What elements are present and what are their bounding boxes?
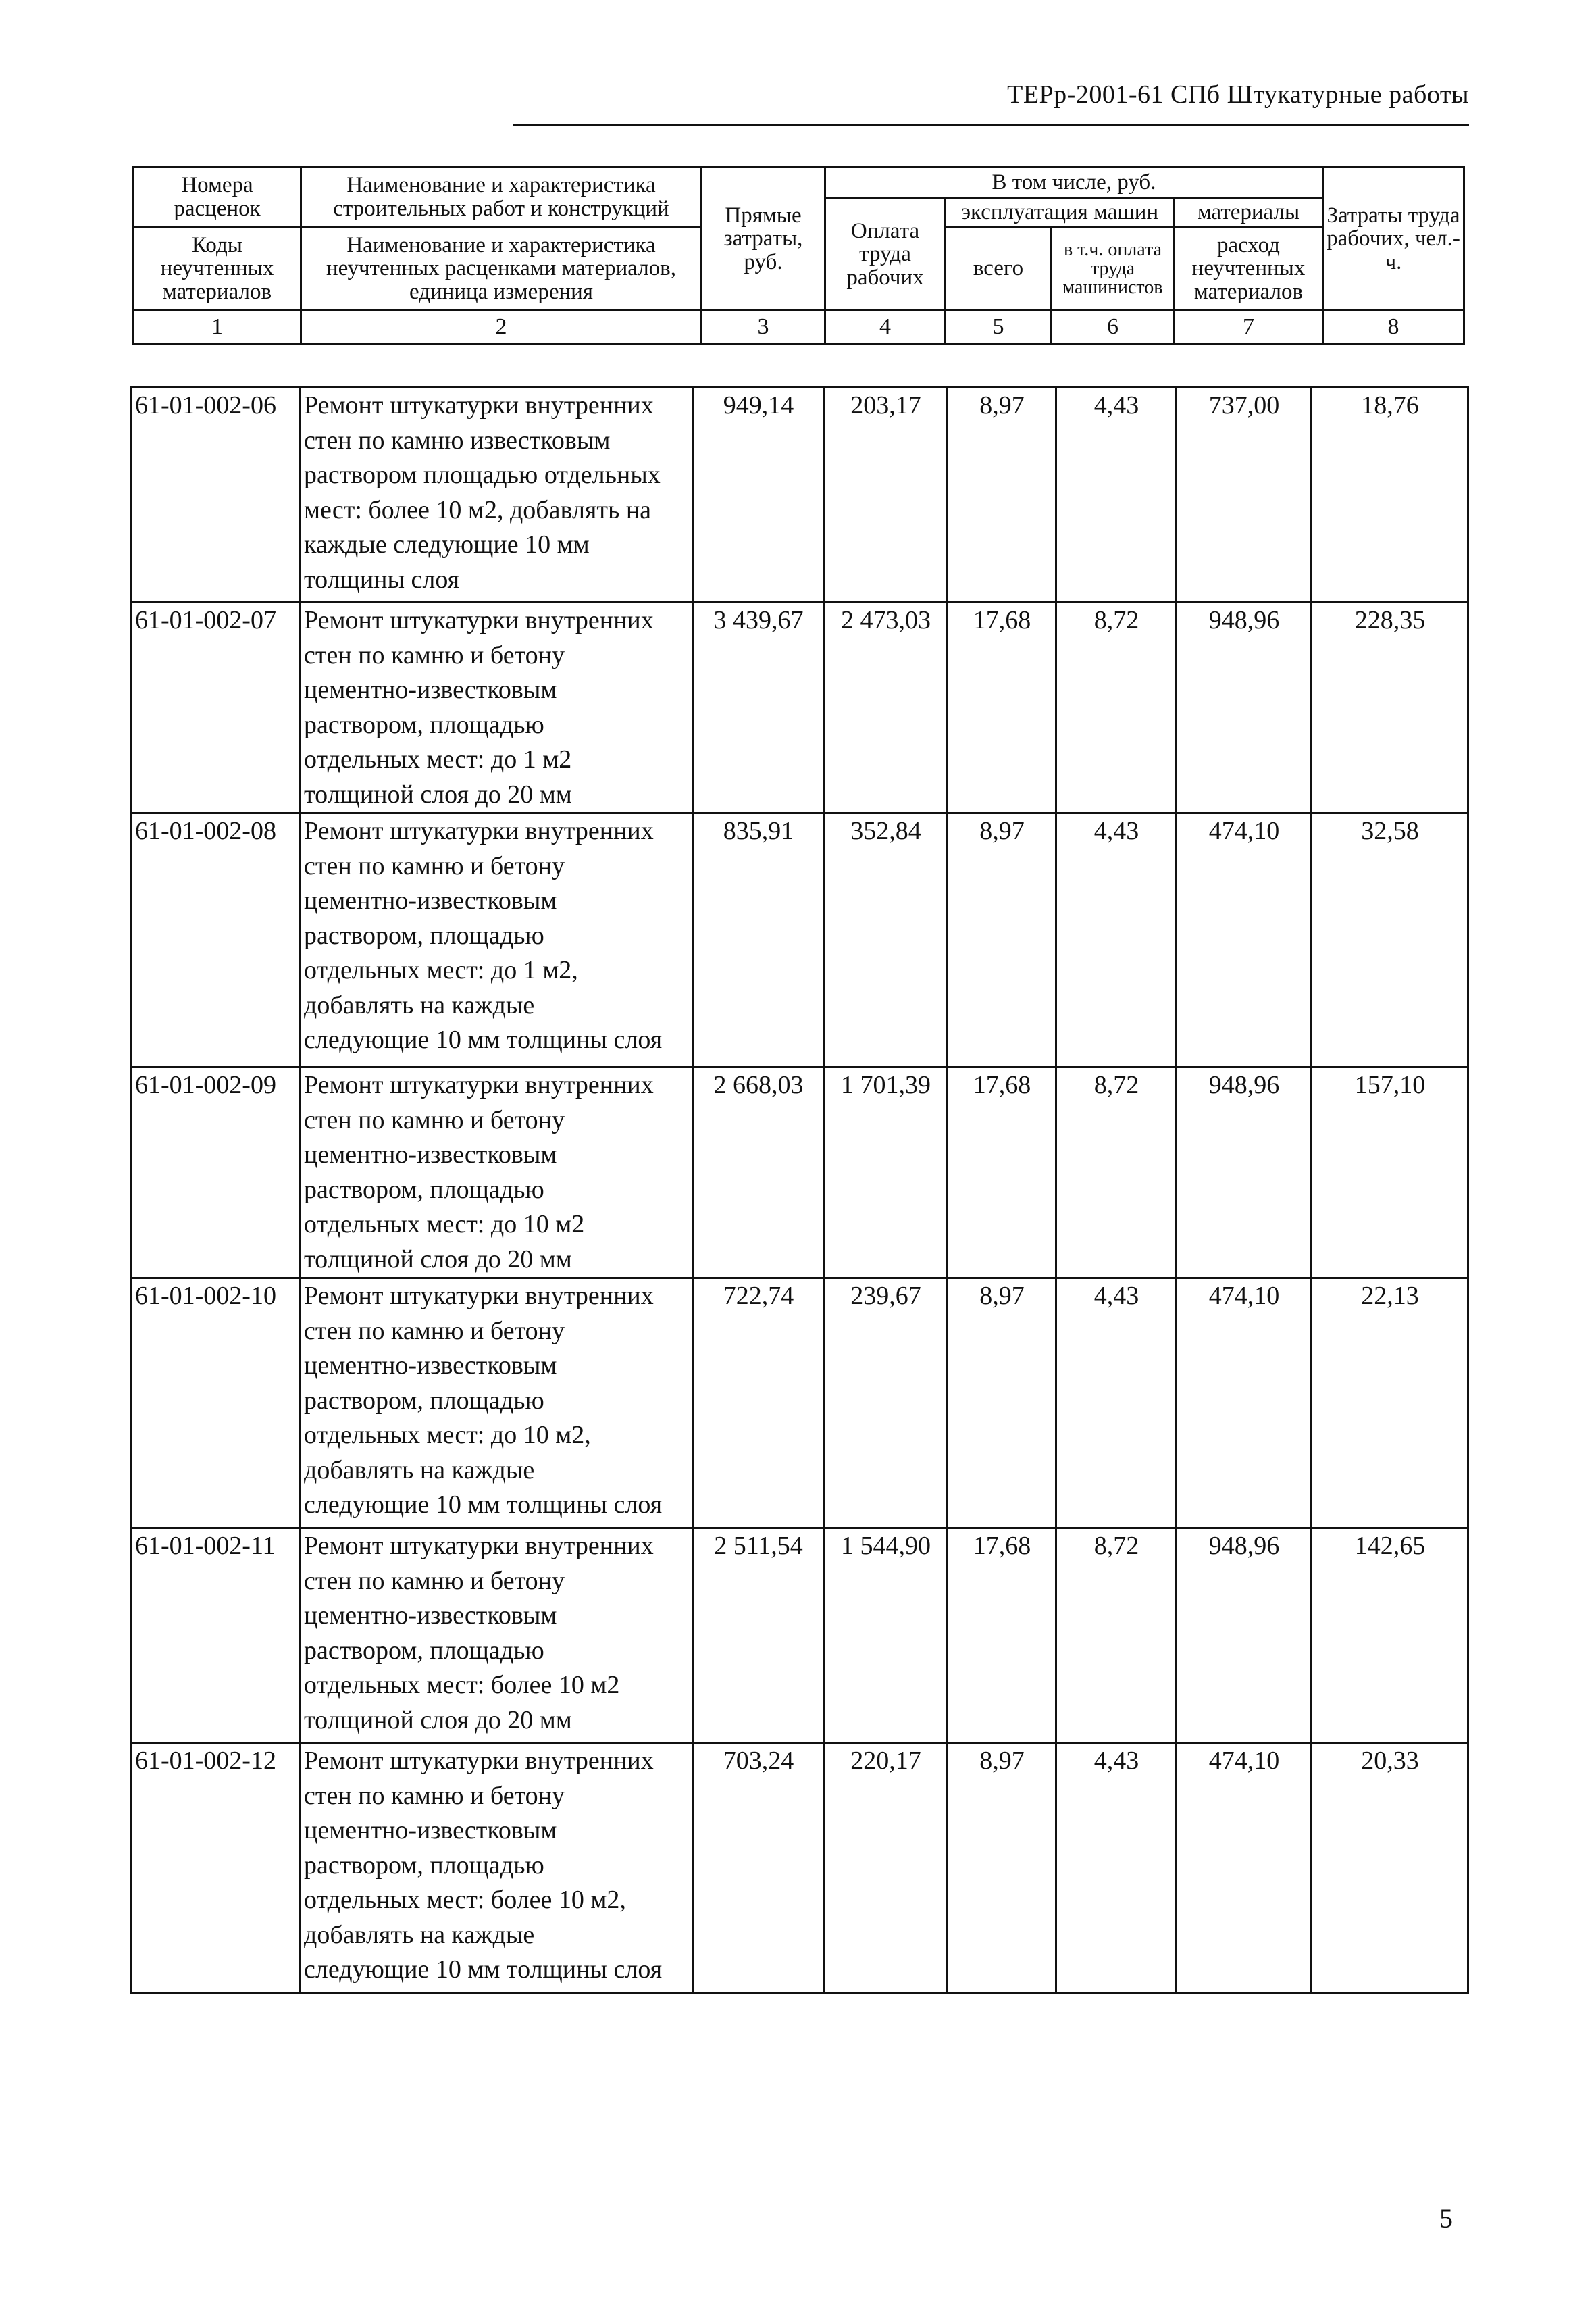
description-line: стен по камню известковым (304, 426, 611, 455)
header-col2-top: Наименование и характеристика строительных работ и конструкций (301, 168, 702, 227)
description-line: отдельных мест: до 10 м2, (304, 1421, 591, 1449)
header-number: 7 (1175, 311, 1323, 344)
machine-cost-total: 17,68 (948, 1067, 1056, 1278)
description-line: толщиной слоя до 20 мм (304, 1705, 572, 1734)
description-line: Ремонт штукатурки внутренних (304, 606, 654, 634)
table-row (131, 1528, 1468, 1743)
direct-cost: 2 668,03 (693, 1067, 824, 1278)
machine-operator-labor: 4,43 (1056, 1743, 1177, 1993)
description-line: толщиной слоя до 20 мм (304, 1244, 572, 1274)
labor-cost: 1 544,90 (824, 1528, 948, 1743)
rate-description (300, 603, 693, 813)
description-line: следующие 10 мм толщины слоя (304, 1026, 663, 1054)
table-row (131, 388, 1468, 603)
header-col3: Прямые затраты, руб. (702, 168, 825, 311)
document-header-title: ТЕРр-2001-61 СПб Штукатурные работы (1007, 80, 1469, 109)
header-col4: Оплата труда рабочих (825, 199, 946, 311)
description-line: цементно-известковым (304, 676, 557, 704)
labor-cost: 2 473,03 (824, 603, 948, 813)
labor-hours: 32,58 (1312, 813, 1468, 1067)
machine-operator-labor: 8,72 (1056, 1067, 1177, 1278)
rate-code: 61-01-002-08 (131, 813, 300, 1067)
header-number: 2 (301, 311, 702, 344)
direct-cost: 703,24 (693, 1743, 824, 1993)
rate-description (300, 1278, 693, 1528)
direct-cost: 835,91 (693, 813, 824, 1067)
description-line: раствором, площадью (304, 1851, 544, 1880)
header-number: 4 (825, 311, 946, 344)
description-line: стен по камню и бетону (304, 640, 565, 670)
description-line: раствором, площадью (304, 1636, 544, 1665)
description-line: Ремонт штукатурки внутренних (304, 817, 654, 845)
description-line: каждые следующие 10 мм (304, 530, 590, 559)
header-col5: всего (946, 227, 1052, 311)
description-line: стен по камню и бетону (304, 1316, 565, 1345)
description-line: следующие 10 мм толщины слоя (304, 1490, 663, 1519)
direct-cost: 3 439,67 (693, 603, 824, 813)
machine-operator-labor: 4,43 (1056, 388, 1177, 603)
description-line: Ремонт штукатурки внутренних (304, 391, 654, 420)
machine-cost-total: 8,97 (948, 388, 1056, 603)
header-number: 6 (1052, 311, 1175, 344)
header-group: В том числе, руб. (825, 168, 1323, 199)
header-number: 3 (702, 311, 825, 344)
description-line: цементно-известковым (304, 1140, 557, 1169)
description-line: раствором, площадью (304, 1175, 544, 1204)
description-line: цементно-известковым (304, 1816, 557, 1844)
description-line: стен по камню и бетону (304, 851, 565, 880)
description-line: следующие 10 мм толщины слоя (304, 1955, 663, 1984)
description-line: стен по камню и бетону (304, 1105, 565, 1134)
rates-table (130, 386, 1469, 1994)
header-col7: расход неучтенных материалов (1175, 227, 1323, 311)
labor-cost: 203,17 (824, 388, 948, 603)
table-row (131, 1743, 1468, 1993)
labor-hours: 18,76 (1312, 388, 1468, 603)
description-line: раствором, площадью (304, 921, 544, 950)
direct-cost: 2 511,54 (693, 1528, 824, 1743)
description-line: Ремонт штукатурки внутренних (304, 1071, 654, 1099)
direct-cost: 722,74 (693, 1278, 824, 1528)
description-line: добавлять на каждые (304, 990, 535, 1020)
labor-hours: 142,65 (1312, 1528, 1468, 1743)
machine-operator-labor: 4,43 (1056, 813, 1177, 1067)
table-row (131, 603, 1468, 813)
rate-code: 61-01-002-07 (131, 603, 300, 813)
rate-description (300, 388, 693, 603)
rate-description (300, 813, 693, 1067)
machine-operator-labor: 8,72 (1056, 603, 1177, 813)
description-line: добавлять на каждые (304, 1920, 535, 1949)
description-line: толщины слоя (304, 565, 460, 594)
materials-cost: 737,00 (1177, 388, 1312, 603)
materials-cost: 474,10 (1177, 1278, 1312, 1528)
page-number: 5 (1439, 2203, 1453, 2234)
table-row (131, 1067, 1468, 1278)
header-number: 8 (1323, 311, 1464, 344)
labor-hours: 228,35 (1312, 603, 1468, 813)
machine-cost-total: 8,97 (948, 1743, 1056, 1993)
rate-description (300, 1067, 693, 1278)
rate-description (300, 1528, 693, 1743)
header-col1-bottom: Коды неучтенных материалов (134, 227, 301, 311)
description-line: цементно-известковым (304, 886, 557, 915)
header-number: 1 (134, 311, 301, 344)
header-number: 5 (946, 311, 1052, 344)
description-line: раствором площадью отдельных (304, 461, 661, 489)
description-line: мест: более 10 м2, добавлять на (304, 495, 652, 524)
materials-cost: 948,96 (1177, 1067, 1312, 1278)
description-line: Ремонт штукатурки внутренних (304, 1746, 654, 1775)
description-line: добавлять на каждые (304, 1455, 535, 1484)
machine-operator-labor: 8,72 (1056, 1528, 1177, 1743)
labor-cost: 352,84 (824, 813, 948, 1067)
header-col2-bottom: Наименование и характеристика неучтенных расценками материалов, единица измерения (301, 227, 702, 311)
machine-operator-labor: 4,43 (1056, 1278, 1177, 1528)
description-line: раствором, площадью (304, 1386, 544, 1415)
materials-cost: 948,96 (1177, 603, 1312, 813)
header-col8: Затраты труда рабочих, чел.-ч. (1323, 168, 1464, 311)
table-row (131, 813, 1468, 1067)
description-line: отдельных мест: до 1 м2 (304, 745, 572, 774)
header-col6: в т.ч. оплата труда машинистов (1052, 227, 1175, 311)
rate-code: 61-01-002-10 (131, 1278, 300, 1528)
description-line: стен по камню и бетону (304, 1781, 565, 1810)
materials-cost: 474,10 (1177, 1743, 1312, 1993)
direct-cost: 949,14 (693, 388, 824, 603)
rate-code: 61-01-002-12 (131, 1743, 300, 1993)
header-machines: эксплуатация машин (946, 199, 1175, 227)
labor-hours: 22,13 (1312, 1278, 1468, 1528)
description-line: Ремонт штукатурки внутренних (304, 1532, 654, 1560)
description-line: отдельных мест: до 10 м2 (304, 1210, 585, 1238)
description-line: отдельных мест: более 10 м2 (304, 1671, 620, 1699)
description-line: стен по камню и бетону (304, 1566, 565, 1595)
table-row (131, 1278, 1468, 1528)
header-materials: материалы (1175, 199, 1323, 227)
description-line: Ремонт штукатурки внутренних (304, 1282, 654, 1310)
header-col1-top: Номера расценок (134, 168, 301, 227)
table-header (132, 166, 1465, 345)
description-line: цементно-известковым (304, 1351, 557, 1380)
labor-hours: 157,10 (1312, 1067, 1468, 1278)
description-line: отдельных мест: до 1 м2, (304, 956, 578, 984)
machine-cost-total: 8,97 (948, 1278, 1056, 1528)
machine-cost-total: 8,97 (948, 813, 1056, 1067)
labor-cost: 1 701,39 (824, 1067, 948, 1278)
labor-cost: 239,67 (824, 1278, 948, 1528)
rate-code: 61-01-002-09 (131, 1067, 300, 1278)
rate-code: 61-01-002-06 (131, 388, 300, 603)
rate-description (300, 1743, 693, 1993)
rate-code: 61-01-002-11 (131, 1528, 300, 1743)
machine-cost-total: 17,68 (948, 1528, 1056, 1743)
description-line: отдельных мест: более 10 м2, (304, 1886, 626, 1914)
labor-cost: 220,17 (824, 1743, 948, 1993)
description-line: цементно-известковым (304, 1601, 557, 1630)
machine-cost-total: 17,68 (948, 603, 1056, 813)
materials-cost: 948,96 (1177, 1528, 1312, 1743)
labor-hours: 20,33 (1312, 1743, 1468, 1993)
materials-cost: 474,10 (1177, 813, 1312, 1067)
header-rule (513, 124, 1469, 126)
description-line: толщиной слоя до 20 мм (304, 780, 572, 809)
description-line: раствором, площадью (304, 710, 544, 739)
